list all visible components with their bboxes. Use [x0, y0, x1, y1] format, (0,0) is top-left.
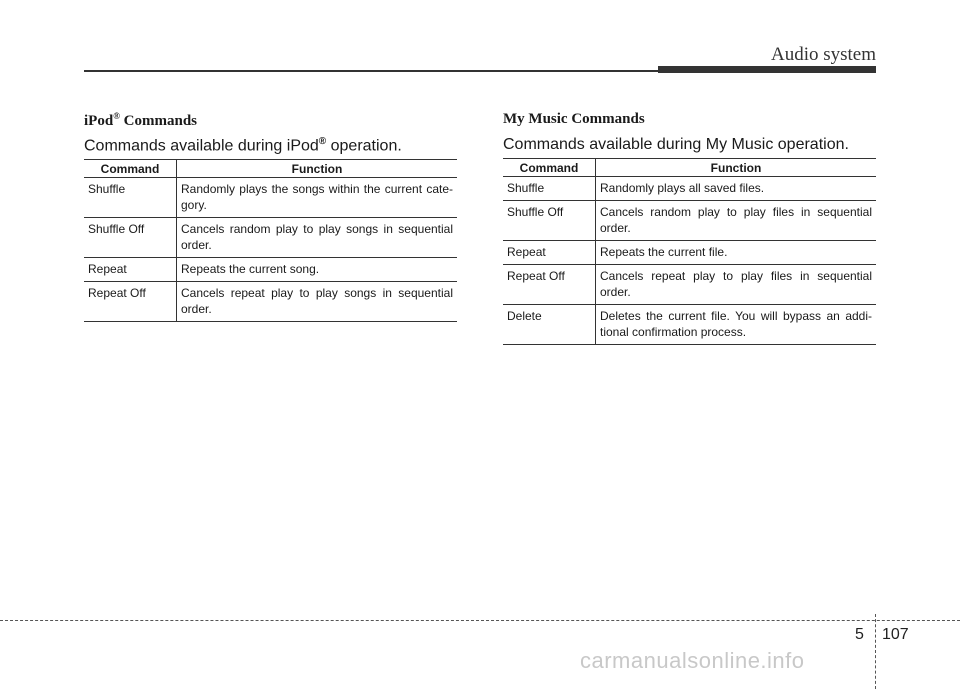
table-row [84, 282, 457, 322]
function-cell: Deletes the current file. You will bypass an addi-tional confirmation process. [596, 305, 877, 345]
table-row [84, 258, 457, 282]
page-header-title: Audio system [770, 44, 876, 65]
command-cell: Shuffle [503, 177, 596, 201]
header-rule [84, 70, 658, 72]
ipod-commands-rows [84, 178, 457, 322]
ipod-commands-subtitle: Commands available during iPod® operation. [84, 136, 402, 155]
watermark: carmanualsonline.info [580, 648, 805, 673]
ipod-commands-title: iPod® Commands [84, 111, 198, 129]
my-music-commands-rows [503, 177, 876, 345]
command-cell: Delete [503, 305, 596, 345]
function-cell: Cancels random play to play songs in sequential order. [177, 218, 458, 258]
table-row [503, 241, 876, 265]
function-cell: Cancels repeat play to play files in sequential order. [596, 265, 877, 305]
command-cell: Repeat [84, 258, 177, 282]
chapter-number: 5 [855, 626, 864, 643]
header-bar [658, 66, 876, 73]
page-number: 107 [882, 626, 909, 643]
table-row [84, 178, 457, 218]
column-header-command: Command [503, 159, 596, 177]
table-row [84, 218, 457, 258]
command-cell: Repeat Off [503, 265, 596, 305]
my-music-commands-table [503, 158, 876, 345]
command-cell: Repeat Off [84, 282, 177, 322]
function-cell: Cancels repeat play to play songs in sequential order. [177, 282, 458, 322]
my-music-commands-title: My Music Commands [503, 111, 645, 127]
function-cell: Repeats the current file. [596, 241, 877, 265]
my-music-commands-section [503, 111, 876, 345]
function-cell: Randomly plays the songs within the current cate-gory. [177, 178, 458, 218]
table-row [503, 201, 876, 241]
ipod-commands-table [84, 159, 457, 322]
table-header-row [503, 159, 876, 177]
function-cell: Randomly plays all saved files. [596, 177, 877, 201]
table-row [503, 265, 876, 305]
command-cell: Shuffle Off [84, 218, 177, 258]
ipod-commands-section [84, 111, 457, 322]
command-cell: Shuffle Off [503, 201, 596, 241]
column-header-function: Function [177, 160, 458, 178]
function-cell: Repeats the current song. [177, 258, 458, 282]
table-header-row [84, 160, 457, 178]
my-music-commands-subtitle: Commands available during My Music operation. [503, 136, 849, 153]
footer-dashed-divider [875, 614, 876, 689]
command-cell: Repeat [503, 241, 596, 265]
command-cell: Shuffle [84, 178, 177, 218]
column-header-function: Function [596, 159, 877, 177]
footer-dashed-line [0, 620, 960, 621]
column-header-command: Command [84, 160, 177, 178]
table-row [503, 305, 876, 345]
table-row [503, 177, 876, 201]
function-cell: Cancels random play to play files in sequential order. [596, 201, 877, 241]
